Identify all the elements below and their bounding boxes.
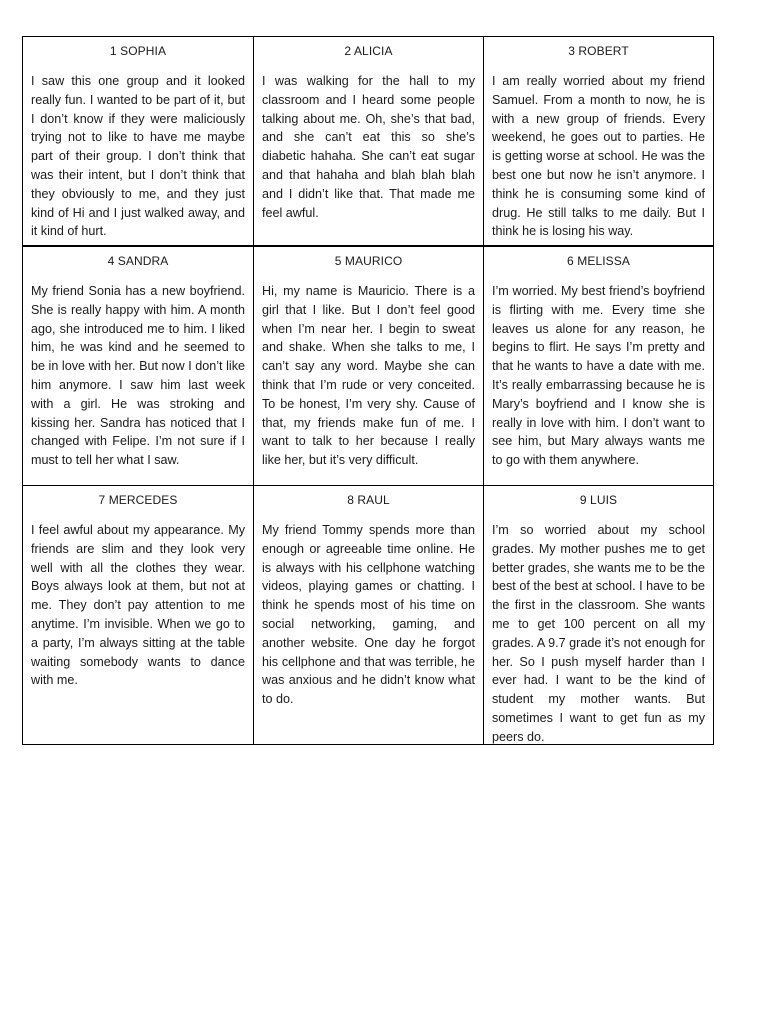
card-raul	[254, 486, 484, 744]
card-title: 3 ROBERT	[568, 44, 629, 58]
card-title: 6 MELISSA	[567, 254, 630, 268]
card-text: I feel awful about my appearance. My friends are slim and they look very well with all the clothes they wear. Boys always look at them, but not at me. They don’t pay attention to me anytime. I’m invisible. When we go to a party, I’m always sitting at the table waiting somebody wants to dance with me.	[31, 523, 245, 688]
card-text: I saw this one group and it looked really fun. I wanted to be part of it, but I don’t know if they were maliciously trying not to like to have me maybe part of their group. I don’t think that was their intent, but I don’t think that they obviously to me, and they just kind of Hi and I just walked away, and it kind of hurt.	[31, 74, 245, 239]
card-title: 9 LUIS	[579, 493, 618, 507]
card-title: 4 SANDRA	[107, 254, 169, 268]
card-text: Hi, my name is Mauricio. There is a girl that I like. But I don’t feel good when I’m near her. I begin to sweat and shake. When she talks to me, I can’t say any word. Maybe she can think that I’m rude or very conceited. To be honest, I’m very shy. Cause of that, my friends make fun of me. I want to talk to her because I really like her, but it’s very difficult.	[262, 284, 475, 468]
card-title: 7 MERCEDES	[98, 493, 178, 507]
card-title: 8 RAUL	[347, 493, 390, 507]
card-title: 5 MAURICO	[334, 254, 403, 268]
card-mercedes	[23, 486, 254, 744]
card-text: My friend Tommy spends more than enough or agreeable time online. He is always with his cellphone watching videos, playing games or chatting. I think he spends most of his time on social networking, gaming, and another website. One day he forgot his cellphone and that was terrible, he was anxious and he didn’t know what to do.	[262, 523, 475, 707]
card-sophia	[23, 37, 254, 245]
card-luis	[484, 486, 713, 744]
table-row	[23, 486, 713, 744]
table-row	[23, 247, 713, 486]
card-text: My friend Sonia has a new boyfriend. She is really happy with him. A month ago, she introduced me to him. I liked him, he was kind and he seemed to be in love with her. But now I don’t like him anymore. I saw him last week with a girl. He was stroking and kissing her. Sandra has noticed that I changed with Felipe. I’m not sure if I must to tell her what I saw.	[31, 284, 245, 468]
table-row	[23, 37, 713, 247]
story-cards-table	[22, 36, 714, 745]
card-title: 2 ALICIA	[344, 44, 393, 58]
card-alicia	[254, 37, 484, 245]
card-text: I’m worried. My best friend’s boyfriend is flirting with me. Every time she leaves us alone for any reason, he begins to flirt. He says I’m pretty and that he wants to have a date with me. It’s really embarrassing because he is Mary’s boyfriend and I know she is really in love with him. I don’t want to see him, but Mary always wants me to go with them anywhere.	[492, 284, 705, 468]
card-sandra	[23, 247, 254, 485]
card-robert	[484, 37, 713, 245]
card-text: I was walking for the hall to my classroom and I heard some people talking about me. Oh, she’s that bad, and she can’t eat this so she’s diabetic hahaha. She can’t eat sugar and that hahaha and blah blah blah and I didn’t like that. That made me feel awful.	[262, 74, 475, 220]
card-maurico	[254, 247, 484, 485]
card-title: 1 SOPHIA	[109, 44, 167, 58]
card-text: I am really worried about my friend Samuel. From a month to now, he is with a new group of friends. Every weekend, he goes out to parties. He is getting worse at school. He was the best one but now he isn’t anymore. I think he is consuming some kind of drug. He still talks to me daily. But I think he is losing his way.	[492, 74, 705, 239]
card-text: I’m so worried about my school grades. My mother pushes me to get better grades, she wants me to be the best of the best at school. I have to be the first in the classroom. She wants me to get 100 percent on all my grades. A 9.7 grade it’s not enough for her. So I push myself harder than I ever had. I want to be the kind of student my mother wants. But sometimes I want to get fun as my peers do.	[492, 523, 705, 744]
card-melissa	[484, 247, 713, 485]
